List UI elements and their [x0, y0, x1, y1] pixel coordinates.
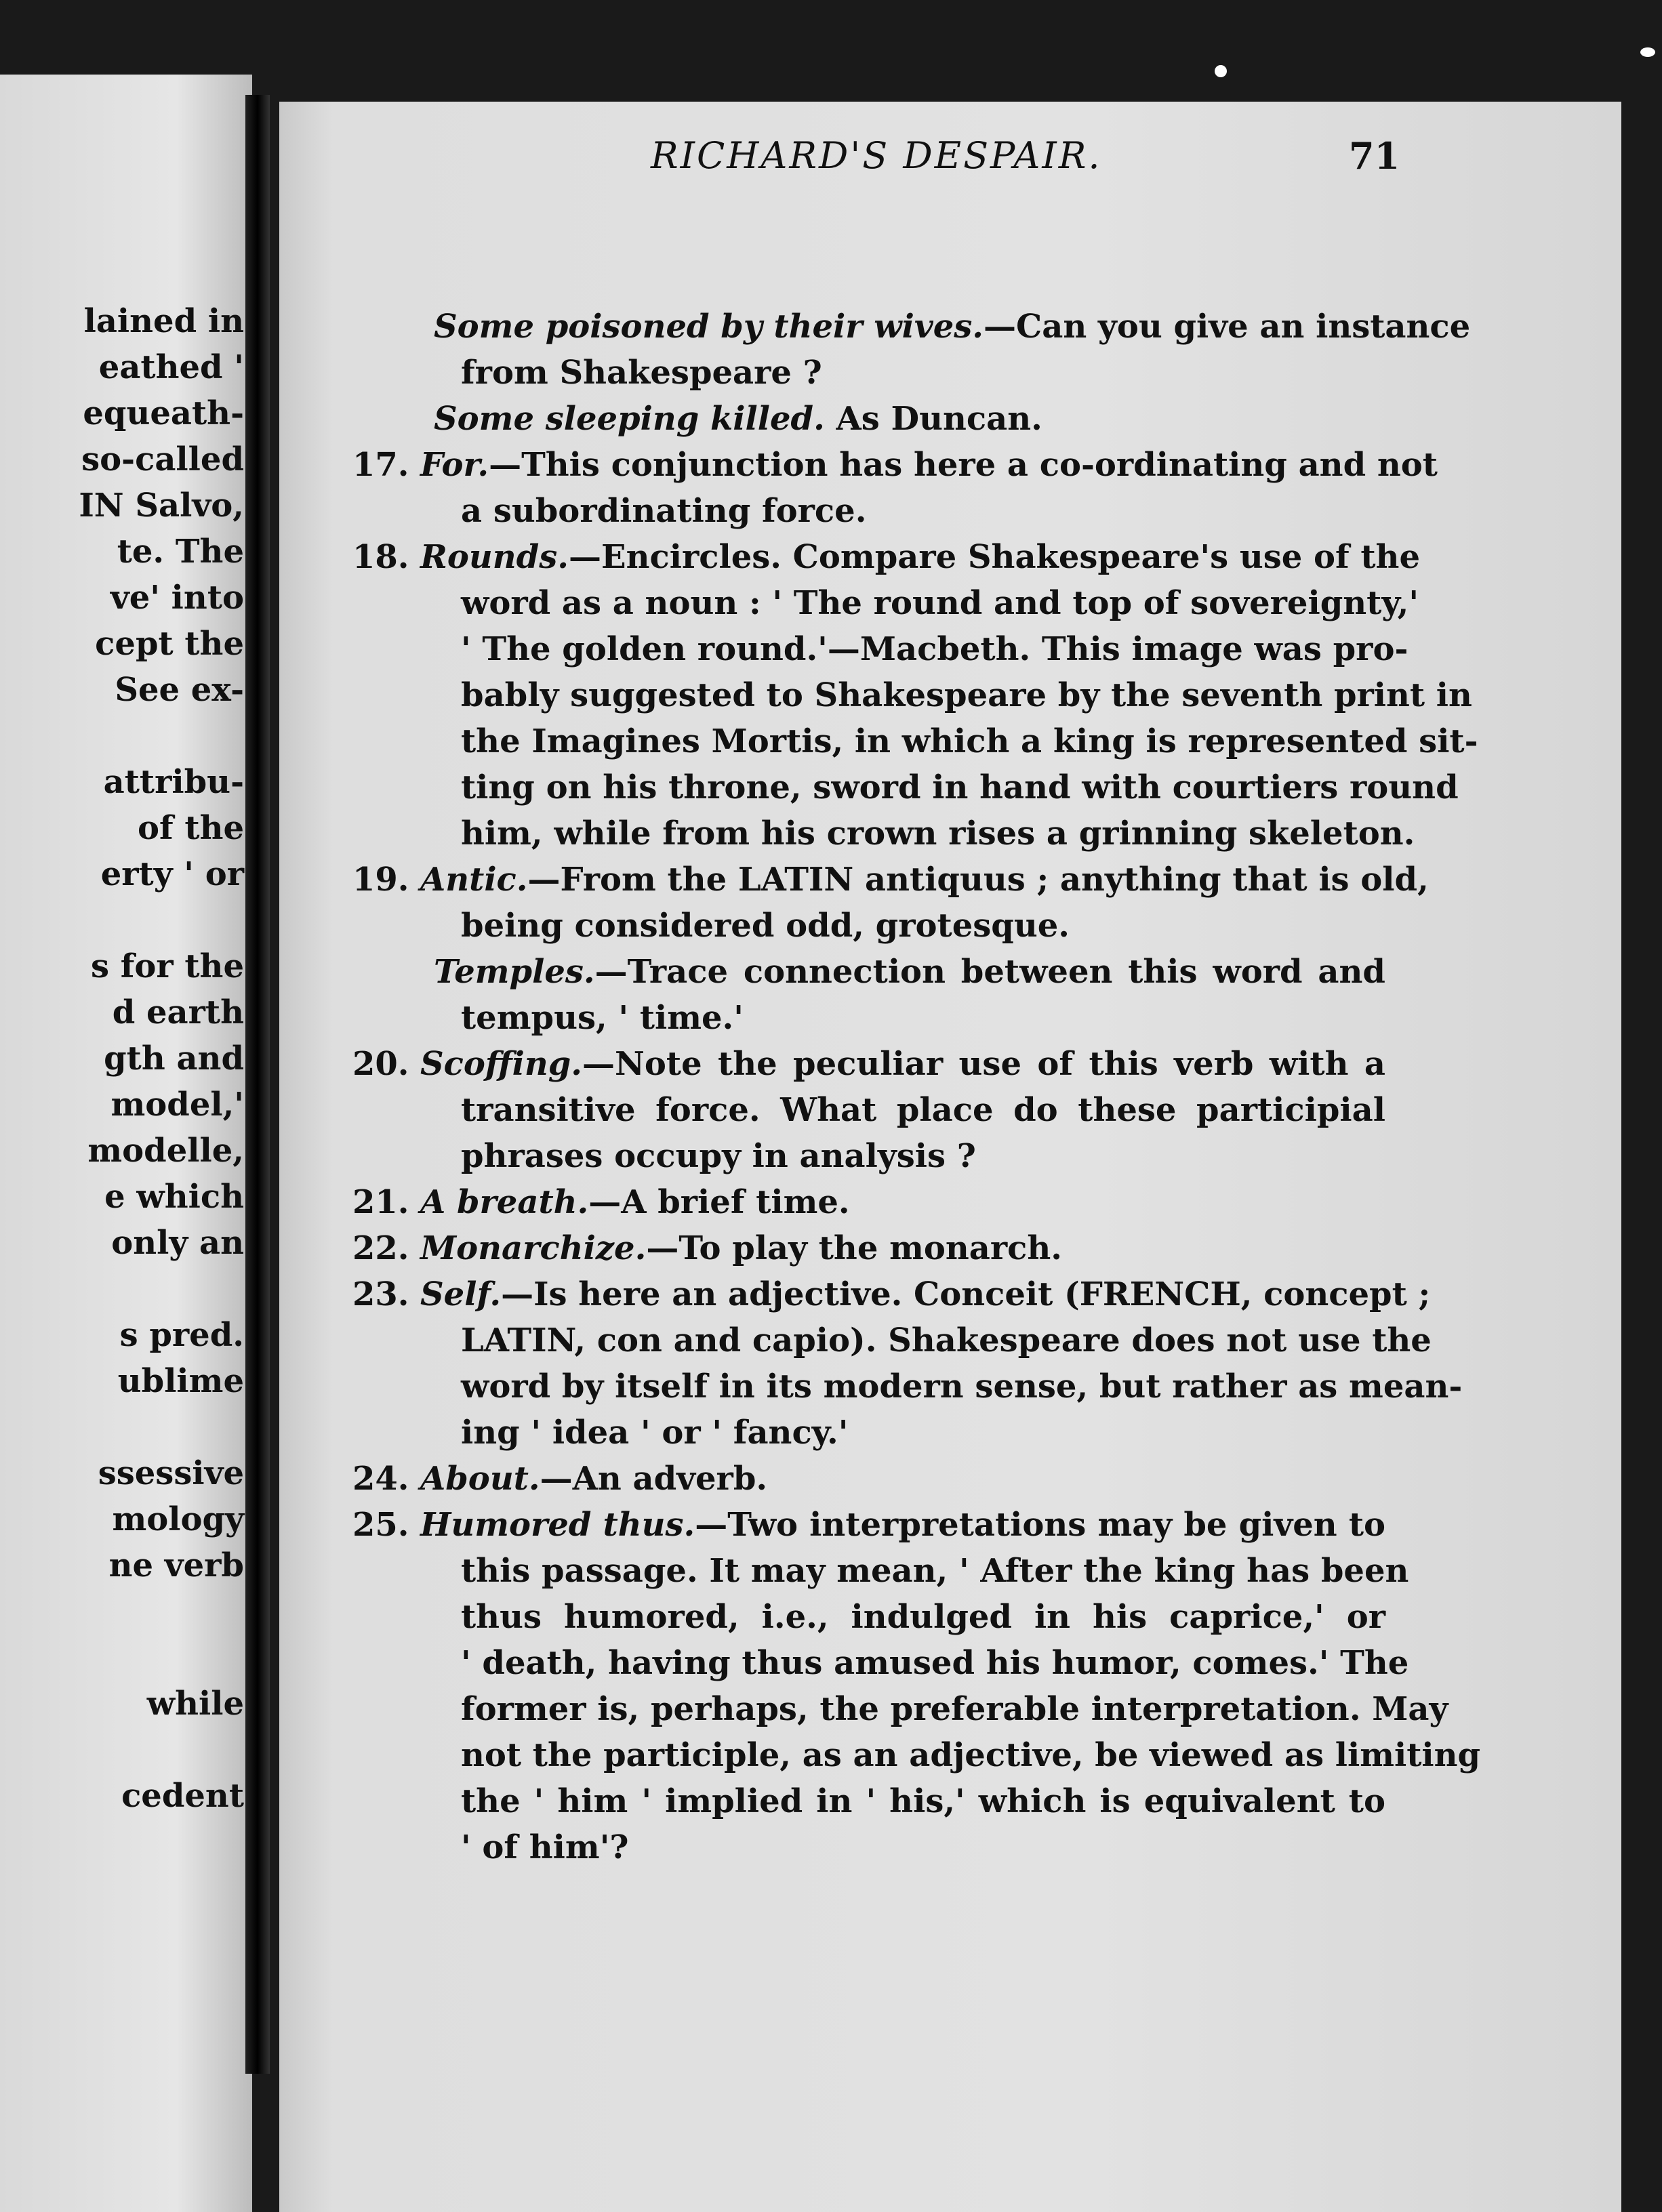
note-continuation-line — [461, 1824, 1385, 1870]
note-lemma: Some sleeping killed. — [434, 400, 825, 438]
note-text: ing ' idea ' or ' fancy.' — [461, 1414, 849, 1452]
note-entry-line — [420, 857, 1429, 903]
left-page-line: ssessive — [98, 1454, 244, 1492]
note-continuation-line — [461, 995, 1385, 1041]
note-lemma: Rounds. — [420, 538, 569, 576]
note-continuation-line — [461, 1087, 1385, 1133]
note-continuation-line — [461, 1364, 1463, 1410]
note-continuation-line — [461, 1410, 1385, 1456]
page-number: 71 — [1349, 134, 1400, 178]
book-gutter — [245, 95, 270, 2074]
left-page-line: e which — [104, 1178, 244, 1216]
note-text: being considered odd, grotesque. — [461, 907, 1070, 945]
note-text: the ' him ' implied in ' his,' which is equivalent to — [461, 1782, 1385, 1820]
left-page-line: attribu- — [103, 763, 244, 801]
note-lemma: Antic. — [420, 861, 528, 899]
left-page-line: cept the — [95, 625, 244, 663]
note-entry-line — [420, 534, 1420, 580]
note-number: 24. — [352, 1460, 409, 1498]
note-continuation-line — [461, 1594, 1385, 1640]
note-lemma: Self. — [420, 1275, 502, 1313]
note-continuation-line — [461, 1640, 1409, 1686]
note-text: the Imagines Mortis, in which a king is represented sit- — [461, 722, 1478, 760]
left-page-line: mology — [112, 1500, 244, 1538]
note-number: 17. — [352, 446, 409, 484]
note-text: a subordinating force. — [461, 492, 867, 530]
left-page-line: See ex- — [115, 671, 244, 709]
note-continuation-line — [461, 1732, 1481, 1778]
note-lemma: Monarchize. — [420, 1229, 647, 1267]
note-continuation-line — [461, 811, 1415, 857]
note-text: —An adverb. — [540, 1460, 768, 1498]
note-number: 21. — [352, 1183, 409, 1221]
note-number: 22. — [352, 1229, 409, 1267]
note-lemma: Temples. — [434, 953, 595, 991]
note-text: transitive force. What place do these participial — [461, 1091, 1385, 1129]
note-entry-line — [420, 442, 1438, 488]
scan-speck — [1640, 47, 1655, 57]
note-number: 20. — [352, 1045, 409, 1083]
note-continuation-line — [461, 903, 1385, 949]
note-continuation-line — [461, 1686, 1448, 1732]
note-entry-line — [420, 1502, 1385, 1548]
note-text: LATIN, con and capio). Shakespeare does not use the — [461, 1322, 1432, 1359]
note-text: —Can you give an instance — [984, 308, 1471, 346]
note-entry-line — [420, 1179, 1385, 1225]
note-text: thus humored, i.e., indulged in his caprice,' or — [461, 1598, 1385, 1636]
left-page-line: gth and — [104, 1040, 244, 1078]
note-text: bably suggested to Shakespeare by the seventh print in — [461, 676, 1472, 714]
note-lemma: For. — [420, 446, 489, 484]
note-continuation-line — [461, 672, 1472, 718]
note-text: As Duncan. — [824, 400, 1042, 438]
note-entry-line — [434, 396, 1385, 442]
left-page-line: erty ' or — [100, 855, 244, 893]
note-continuation-line — [461, 580, 1419, 626]
left-page-line: while — [146, 1685, 244, 1723]
note-text: ' The golden round.'—Macbeth. This image was pro- — [461, 630, 1408, 668]
note-text: —Trace connection between this word and — [594, 953, 1385, 991]
note-continuation-line — [461, 764, 1459, 811]
scan-speck — [1215, 65, 1227, 77]
note-entry-line — [434, 304, 1471, 350]
note-continuation-line — [461, 718, 1478, 764]
left-page-line: eathed ' — [98, 348, 244, 386]
left-page-line: only an — [111, 1224, 244, 1262]
note-text: word as a noun : ' The round and top of sovereignty,' — [461, 584, 1419, 622]
note-continuation-line — [461, 1778, 1385, 1824]
left-page-line: IN Salvo, — [79, 487, 244, 525]
note-number: 19. — [352, 861, 409, 899]
left-page-line: s for the — [90, 947, 244, 985]
running-head: RICHARD'S DESPAIR. — [651, 134, 1102, 177]
note-text: —To play the monarch. — [646, 1229, 1062, 1267]
note-text: ' of him'? — [461, 1828, 629, 1866]
left-page-line: so-called — [81, 441, 244, 478]
note-lemma: Humored thus. — [420, 1506, 695, 1544]
note-text: ting on his throne, sword in hand with courtiers round — [461, 769, 1459, 806]
left-page-line: cedent — [121, 1777, 244, 1815]
left-page-line: of the — [138, 809, 244, 847]
note-entry-line — [420, 1271, 1431, 1317]
left-page-line: lained in — [83, 302, 244, 340]
note-text: —A brief time. — [588, 1183, 850, 1221]
left-page-line: equeath- — [83, 394, 244, 432]
left-page-line: ve' into — [110, 579, 244, 617]
note-text: ' death, having thus amused his humor, comes.' The — [461, 1644, 1409, 1682]
note-lemma: Some poisoned by their wives. — [434, 308, 984, 346]
note-text: —This conjunction has here a co-ordinating and not — [489, 446, 1438, 484]
note-number: 18. — [352, 538, 409, 576]
note-text: not the participle, as an adjective, be viewed as limiting — [461, 1736, 1481, 1774]
note-text: —Two interpretations may be given to — [695, 1506, 1386, 1544]
left-page-line: modelle, — [87, 1132, 244, 1170]
note-number: 23. — [352, 1275, 409, 1313]
note-entry-line — [434, 949, 1385, 995]
note-lemma: About. — [420, 1460, 540, 1498]
left-page-line: model,' — [110, 1086, 244, 1124]
note-text: —Encircles. Compare Shakespeare's use of the — [569, 538, 1420, 576]
note-number: 25. — [352, 1506, 409, 1544]
note-lemma: A breath. — [420, 1183, 589, 1221]
note-continuation-line — [461, 626, 1408, 672]
note-entry-line — [420, 1456, 1385, 1502]
note-text: from Shakespeare ? — [461, 354, 822, 392]
note-lemma: Scoffing. — [420, 1045, 583, 1083]
note-entry-line — [420, 1225, 1385, 1271]
note-text: —From the LATIN antiquus ; anything that is old, — [527, 861, 1429, 899]
note-text: this passage. It may mean, ' After the king has been — [461, 1552, 1409, 1590]
left-page-line: ublime — [117, 1362, 244, 1400]
note-continuation-line — [461, 1133, 1385, 1179]
left-page-line: s pred. — [119, 1316, 244, 1354]
note-continuation-line — [461, 1317, 1432, 1364]
left-page-line: te. The — [117, 533, 244, 571]
note-text: tempus, ' time.' — [461, 999, 744, 1037]
note-text: —Is here an adjective. Conceit (FRENCH, concept ; — [501, 1275, 1431, 1313]
note-text: former is, perhaps, the preferable interpretation. May — [461, 1690, 1448, 1728]
note-continuation-line — [461, 1548, 1409, 1594]
note-continuation-line — [461, 350, 1385, 396]
note-text: phrases occupy in analysis ? — [461, 1137, 976, 1175]
left-page-line: ne verb — [108, 1547, 244, 1584]
note-text: him, while from his crown rises a grinning skeleton. — [461, 815, 1415, 853]
note-continuation-line — [461, 488, 1385, 534]
left-page-line: d earth — [112, 994, 244, 1031]
note-entry-line — [420, 1041, 1385, 1087]
note-text: —Note the peculiar use of this verb with a — [582, 1045, 1385, 1083]
note-text: word by itself in its modern sense, but rather as mean- — [461, 1368, 1463, 1406]
